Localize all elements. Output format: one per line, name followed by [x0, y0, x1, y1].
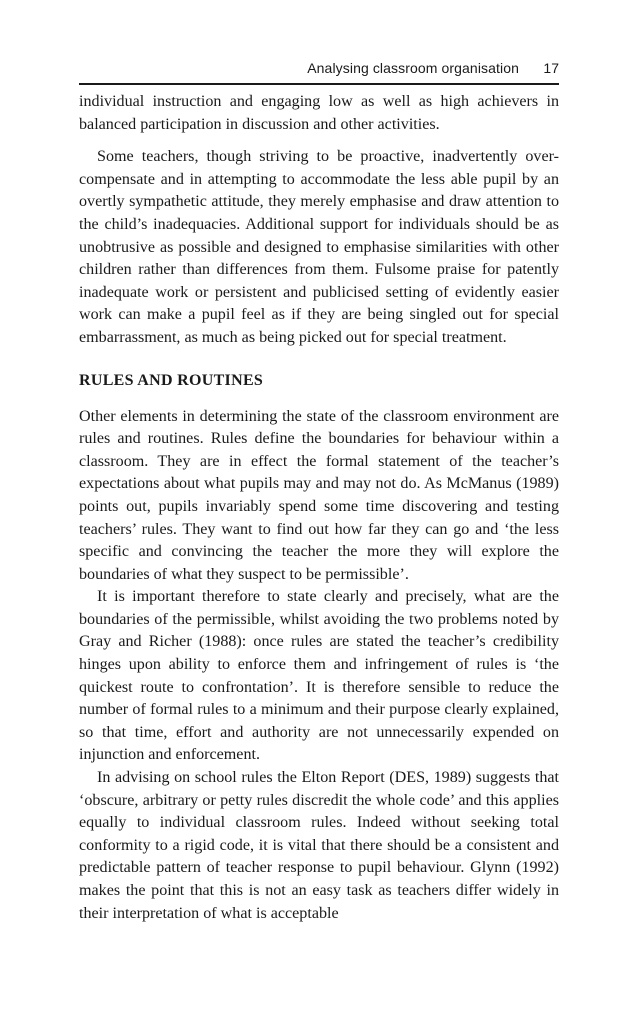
running-header: [79, 58, 559, 80]
body-text: [79, 91, 559, 925]
paragraph: It is important therefore to state clearly and precisely, what are the boundaries of the permissible, whilst avoiding the two problems noted by Gray and Richer (1988): once rules are stated the teacher’s credibility hinges upon ability to enforce them and infringement of rules is ‘the quickest route to confrontation’. It is therefore sensible to reduce the number of formal rules to a minimum and their purpose clearly explained, so that time, effort and authority are not unnecessarily expended on injunction and enforcement.: [79, 588, 559, 764]
page-number: 17: [543, 60, 559, 76]
paragraph: In advising on school rules the Elton Report (DES, 1989) suggests that ‘obscure, arbitrary or petty rules discredit the whole code’ and this applies equally to individual classroom rules. Indeed without seeking total conformity to a rigid code, it is vital that there should be a consistent and predictable pattern of teacher response to pupil behaviour. Glynn (1992) makes the point that this is not an easy task as teachers differ widely in their interpretation of what is acceptable: [79, 769, 559, 922]
paragraph-continued: individual instruction and engaging low as well as high achievers in balanced participation in discussion and other activities.: [79, 93, 559, 133]
paragraph: Other elements in determining the state of the classroom environment are rules and routines. Rules define the boundaries for behaviour within a classroom. They are in effect the formal statement of the teacher’s expectations about what pupils may and may not do. As McManus (1989) points out, pupils invariably spend some time discovering and testing teachers’ rules. They want to find out how far they can go and ‘the less specific and convincing the teacher the more they will explore the boundaries of what they suspect to be permissible’.: [79, 407, 559, 583]
section-heading: RULES AND ROUTINES: [79, 371, 264, 389]
paragraph: Some teachers, though striving to be proactive, inadvertently over-compensate and in attempting to accommodate the less able pupil by an overtly sympathetic attitude, they merely emphasise and draw attention to the child’s inadequacies. Additional support for individuals should be as unobtrusive as possible and designed to emphasise similarities with other children rather than differences from them. Fulsome praise for patently inadequate work or persistent and publicised setting of evidently easier work can make a pupil feel as if they are being singled out for special embarrassment, as much as being picked out for special treatment.: [79, 148, 559, 346]
running-title: Analysing classroom organisation: [307, 60, 519, 76]
header-rule: [79, 83, 559, 85]
